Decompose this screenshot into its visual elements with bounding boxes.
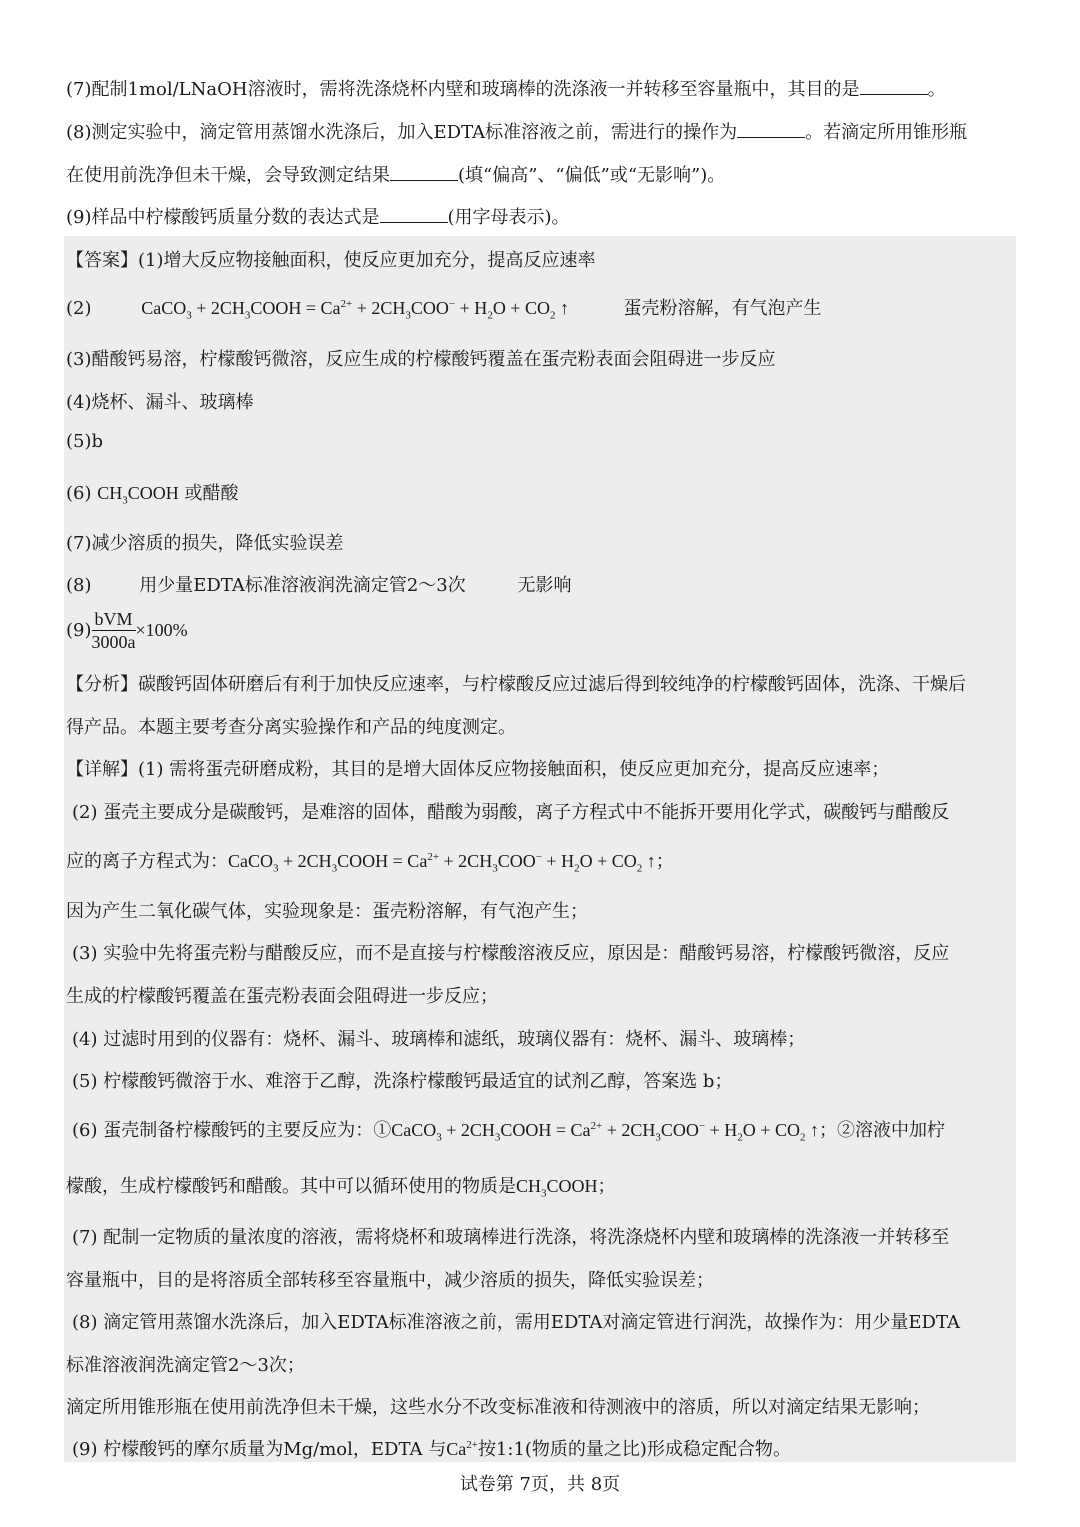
question-7-text: (7)配制1mol/LNaOH溶液时，需将洗涤烧杯内壁和玻璃棒的洗涤液一并转移至容量瓶中，其目的是 [66, 79, 860, 100]
f: 2+ [340, 298, 353, 310]
f: O + CO [492, 298, 550, 318]
detail-9 [72, 1435, 791, 1461]
detail-2-line2 [66, 847, 674, 875]
f: COOH = Ca [250, 298, 341, 318]
f: 3 [331, 862, 338, 875]
f: 2 [487, 309, 493, 322]
f: + 2CH [191, 298, 245, 318]
f: 2 [574, 862, 580, 875]
answer-4: (4)烧杯、漏斗、玻璃棒 [66, 392, 254, 413]
answer-2-equation [141, 298, 573, 322]
question-8-text-b: 。若滴定所用锥形瓶 [805, 122, 968, 143]
answer-9 [66, 608, 188, 653]
f: COO [660, 1120, 699, 1140]
fraction-numerator: bVM [92, 608, 136, 631]
question-9-text-a: (9)样品中柠檬酸钙质量分数的表达式是 [66, 207, 380, 228]
detail-6-equation [391, 1120, 819, 1144]
detail-6-intro: (6) 蛋壳制备柠檬酸钙的主要反应为：① [72, 1120, 392, 1141]
f: − [698, 1120, 706, 1132]
analysis-line-2: 得产品。本题主要考查分离实验操作和产品的纯度测定。 [66, 717, 516, 738]
f: + 2CH [439, 851, 493, 871]
answer-9-label: (9) [66, 620, 92, 641]
answer-8 [66, 571, 571, 597]
answer-blank [737, 123, 805, 138]
answer-2-label: (2) [66, 298, 92, 319]
f: ↑ [646, 851, 656, 871]
f: 3 [655, 1131, 661, 1144]
detail-7-line1: (7) 配制一定物质的量浓度的溶液，需将烧杯和玻璃棒进行洗涤，将洗涤烧杯内壁和玻璃棒的洗涤液一并转移至 [72, 1227, 950, 1248]
answer-7: (7)减少溶质的损失，降低实验误差 [66, 533, 344, 554]
detail-2-line3: 因为产生二氧化碳气体，实验现象是：蛋壳粉溶解，有气泡产生； [66, 901, 588, 922]
detail-1: 【详解】(1) 需将蛋壳研磨成粉，其目的是增大固体反应物接触面积，使反应更加充分，提高反应速率； [66, 759, 890, 780]
f: 3 [273, 862, 279, 875]
question-9-text-b: (用字母表示)。 [447, 207, 570, 228]
f: + H [541, 851, 575, 871]
f: 2+ [427, 851, 440, 863]
f: CaCO [228, 851, 273, 871]
f: 2 [636, 862, 643, 875]
answer-3: (3)醋酸钙易溶，柠檬酸钙微溶，反应生成的柠檬酸钙覆盖在蛋壳粉表面会阻碍进一步反应 [66, 349, 776, 370]
f: − [535, 851, 542, 863]
f: 3 [186, 309, 192, 322]
answer-8-label: (8) [66, 575, 92, 596]
detail-6-end: ； [597, 1176, 616, 1197]
f: 2 [737, 1131, 743, 1144]
fraction-denominator: 3000a [91, 632, 136, 652]
detail-6-line1 [72, 1116, 945, 1144]
f: ↑ [809, 1120, 819, 1140]
f: 3 [436, 1131, 442, 1144]
question-8-text-a: (8)测定实验中，滴定管用蒸馏水洗涤后，加入EDTA标准溶液之前，需进行的操作为 [66, 122, 738, 143]
detail-2-line1: (2) 蛋壳主要成分是碳酸钙，是难溶的固体，醋酸为弱酸，离子方程式中不能拆开要用化学式，碳酸钙与醋酸反 [72, 802, 950, 823]
f: ↑ [559, 298, 569, 318]
answer-6-tail: 或醋酸 [184, 483, 239, 504]
f: CH [516, 1176, 542, 1196]
f: + 2CH [441, 1120, 495, 1140]
f: + 2CH [352, 298, 406, 318]
answer-9-fraction [92, 608, 136, 653]
f: 3 [492, 862, 498, 875]
answer-6 [66, 479, 239, 507]
question-8-line2 [66, 161, 725, 187]
answer-2 [66, 294, 821, 322]
f: 2 [799, 1131, 806, 1144]
detail-9-text-b: 按1:1(物质的量之比)形成稳定配合物。 [477, 1439, 791, 1460]
answer-6-formula [97, 483, 179, 507]
f: + 2CH [278, 851, 332, 871]
detail-4: (4) 过滤时用到的仪器有：烧杯、漏斗、玻璃棒和滤纸，玻璃仪器有：烧杯、漏斗、玻璃棒； [72, 1029, 806, 1050]
f: COOH = Ca [500, 1120, 591, 1140]
f: CaCO [141, 298, 187, 318]
detail-2-end: ； [655, 851, 674, 872]
detail-6-formula [516, 1176, 598, 1200]
answer-blank [860, 80, 928, 95]
f: 3 [541, 1187, 547, 1200]
detail-8-line1: (8) 滴定管用蒸馏水洗涤后，加入EDTA标准溶液之前，需用EDTA对滴定管进行润洗，故操作为：用少量EDTA [72, 1312, 960, 1333]
answer-6-label: (6) [66, 483, 92, 504]
f: COOH = Ca [337, 851, 428, 871]
detail-6-text: 檬酸，生成柠檬酸钙和醋酸。其中可以循环使用的物质是 [66, 1176, 516, 1197]
analysis-line-1: 【分析】碳酸钙固体研磨后有利于加快反应速率，与柠檬酸反应过滤后得到较纯净的柠檬酸钙固体，洗涤、干燥后 [66, 674, 966, 695]
detail-3-line2: 生成的柠檬酸钙覆盖在蛋壳粉表面会阻碍进一步反应； [66, 986, 498, 1007]
detail-3-line1: (3) 实验中先将蛋壳粉与醋酸反应，而不是直接与柠檬酸溶液反应，原因是：醋酸钙易溶，柠檬酸钙微溶，反应 [72, 943, 950, 964]
f: COOH [546, 1176, 598, 1196]
answer-8-result: 无影响 [517, 575, 572, 596]
f: COO [497, 851, 536, 871]
f: O + CO [742, 1120, 800, 1140]
f: COO [410, 298, 449, 318]
f: + 2CH [602, 1120, 656, 1140]
question-7 [66, 75, 946, 101]
detail-8-line3: 滴定所用锥形瓶在使用前洗净但未干燥，这些水分不改变标准液和待测液中的溶质，所以对滴定结果无影响； [66, 1397, 930, 1418]
question-8-text-c: 在使用前洗净但未干燥，会导致测定结果 [66, 165, 390, 186]
page-footer: 试卷第 7页，共 8页 [459, 1474, 621, 1495]
f: + H [455, 298, 488, 318]
question-7-end: 。 [927, 79, 946, 100]
answer-9-tail: ×100% [135, 620, 188, 640]
f: COOH [127, 483, 179, 503]
detail-8-line2: 标准溶液润洗滴定管2～3次； [66, 1355, 305, 1376]
f: O + CO [579, 851, 637, 871]
f: − [448, 298, 456, 310]
f: 3 [494, 1131, 501, 1144]
detail-2-intro: 应的离子方程式为： [66, 851, 228, 872]
question-9 [66, 203, 570, 229]
f: 3 [405, 309, 411, 322]
f: 2+ [466, 1439, 478, 1451]
detail-6-intro-end: ；②溶液中加柠 [818, 1120, 945, 1141]
detail-9-text-a: (9) 柠檬酸钙的摩尔质量为Mg/mol，EDTA 与 [72, 1439, 447, 1460]
answer-8-text: 用少量EDTA标准溶液润洗滴定管2～3次 [139, 575, 466, 596]
detail-7-line2: 容量瓶中，目的是将溶质全部转移至容量瓶中，减少溶质的损失，降低实验误差； [66, 1270, 714, 1291]
answer-1: 【答案】(1)增大反应物接触面积，使反应更加充分，提高反应速率 [66, 250, 596, 271]
f: 3 [244, 309, 251, 322]
f: 2 [549, 309, 556, 322]
detail-6-line2 [66, 1172, 616, 1200]
detail-2-equation [228, 851, 656, 875]
f: 2+ [590, 1120, 603, 1132]
answer-blank [390, 166, 458, 181]
answer-blank [380, 208, 448, 223]
detail-9-ion [446, 1439, 478, 1459]
question-8-line1 [66, 118, 967, 144]
answer-2-phenomenon: 蛋壳粉溶解，有气泡产生 [623, 298, 822, 319]
detail-5: (5) 柠檬酸钙微溶于水、难溶于乙醇，洗涤柠檬酸钙最适宜的试剂乙醇，答案选 b； [72, 1071, 733, 1092]
f: CaCO [391, 1120, 437, 1140]
f: CH [97, 483, 123, 503]
f: + H [705, 1120, 738, 1140]
f: Ca [446, 1439, 467, 1459]
answer-5: (5)b [66, 431, 104, 452]
f: 3 [122, 494, 128, 507]
question-8-text-d: (填“偏高”、“偏低”或“无影响”)。 [458, 165, 726, 186]
